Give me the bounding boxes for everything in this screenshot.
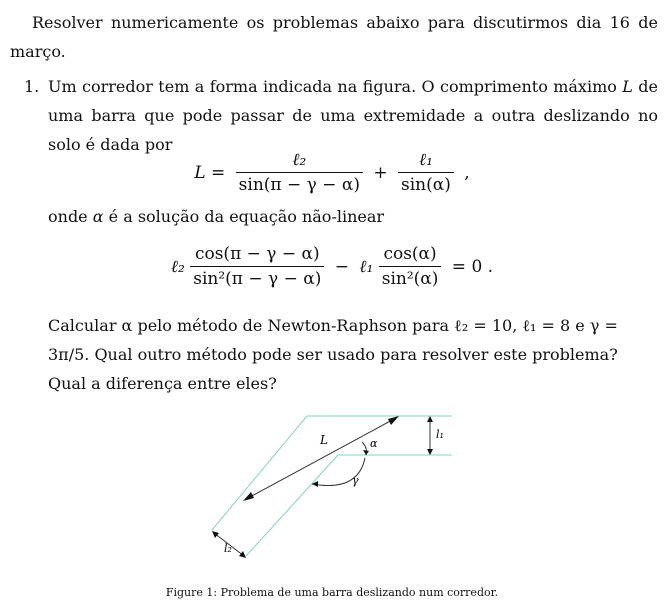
eq1-tail: , [464,162,470,183]
eq2-coef-2: ℓ₁ [359,256,374,277]
eq2-den-2: sin²(α) [379,266,442,289]
var-alpha: α [92,207,104,226]
corridor-figure [0,400,664,580]
arrow-head-left [243,492,254,501]
problem-text-2: de uma barra que pode passar de uma extremidade a outra deslizando no solo é dada por [48,77,658,154]
intro-paragraph: Resolver numericamente os problemas abaixo para discutirmos dia 16 de março. [10,13,658,61]
l1-arrow-bottom [427,449,433,455]
caption-label: Figure 1: [165,586,218,599]
l1-arrow-top [427,416,433,422]
eq1-lhs: L = [194,162,226,183]
problem-text-4: Calcular α pelo método de Newton-Raphson para ℓ₂ = 10, ℓ₁ = 8 e γ = [48,316,618,335]
l2-arrow-a [212,531,219,538]
item-number: 1. [24,77,40,96]
eq2-frac-2 [379,244,442,289]
label-l2: l₂ [224,542,232,555]
label-L: L [320,433,328,447]
equation-L [0,150,664,195]
text3-pre: onde [48,207,88,226]
var-L: L [622,77,633,96]
problem-text-3 [48,202,658,231]
text3-post: é a solução da equação não-linear [108,207,385,226]
eq2-frac-1 [190,244,324,289]
label-alpha: α [370,437,378,450]
eq1-frac-1 [236,150,363,195]
corridor-inner-wall-diagonal [246,455,338,556]
eq2-den-1: sin²(π − γ − α) [190,266,324,289]
eq2-coef-1: ℓ₂ [170,256,185,277]
eq2-num-1: cos(π − γ − α) [194,244,320,264]
eq2-minus: − [334,256,349,277]
eq1-num-1: ℓ₂ [292,150,307,170]
alpha-arrow [363,450,369,455]
equation-nonlinear [0,244,664,289]
problem-text-1: Um corredor tem a forma indicada na figura. O comprimento máximo [48,77,617,96]
label-gamma: γ [352,474,359,487]
eq1-frac-2 [398,150,454,195]
corridor-outer-wall-diagonal [212,416,307,530]
figure-caption [0,586,664,599]
caption-text: Problema de uma barra deslizando num corredor. [220,586,499,599]
problem-1 [24,72,658,159]
eq2-num-2: cos(α) [383,244,437,264]
eq2-tail: = 0 . [451,256,494,277]
label-l1: l₁ [436,428,444,441]
problem-text-6: Qual a diferença entre eles? [48,374,277,393]
arrow-head-right [388,416,399,425]
eq1-plus: + [373,162,388,183]
eq1-num-2: ℓ₁ [418,150,433,170]
eq1-den-1: sin(π − γ − α) [236,172,363,195]
l2-arrow-b [239,551,246,558]
problem-text-5: 3π/5. Qual outro método pode ser usado para resolver este problema? [48,345,618,364]
bar-L [248,418,396,498]
eq1-den-2: sin(α) [398,172,454,195]
